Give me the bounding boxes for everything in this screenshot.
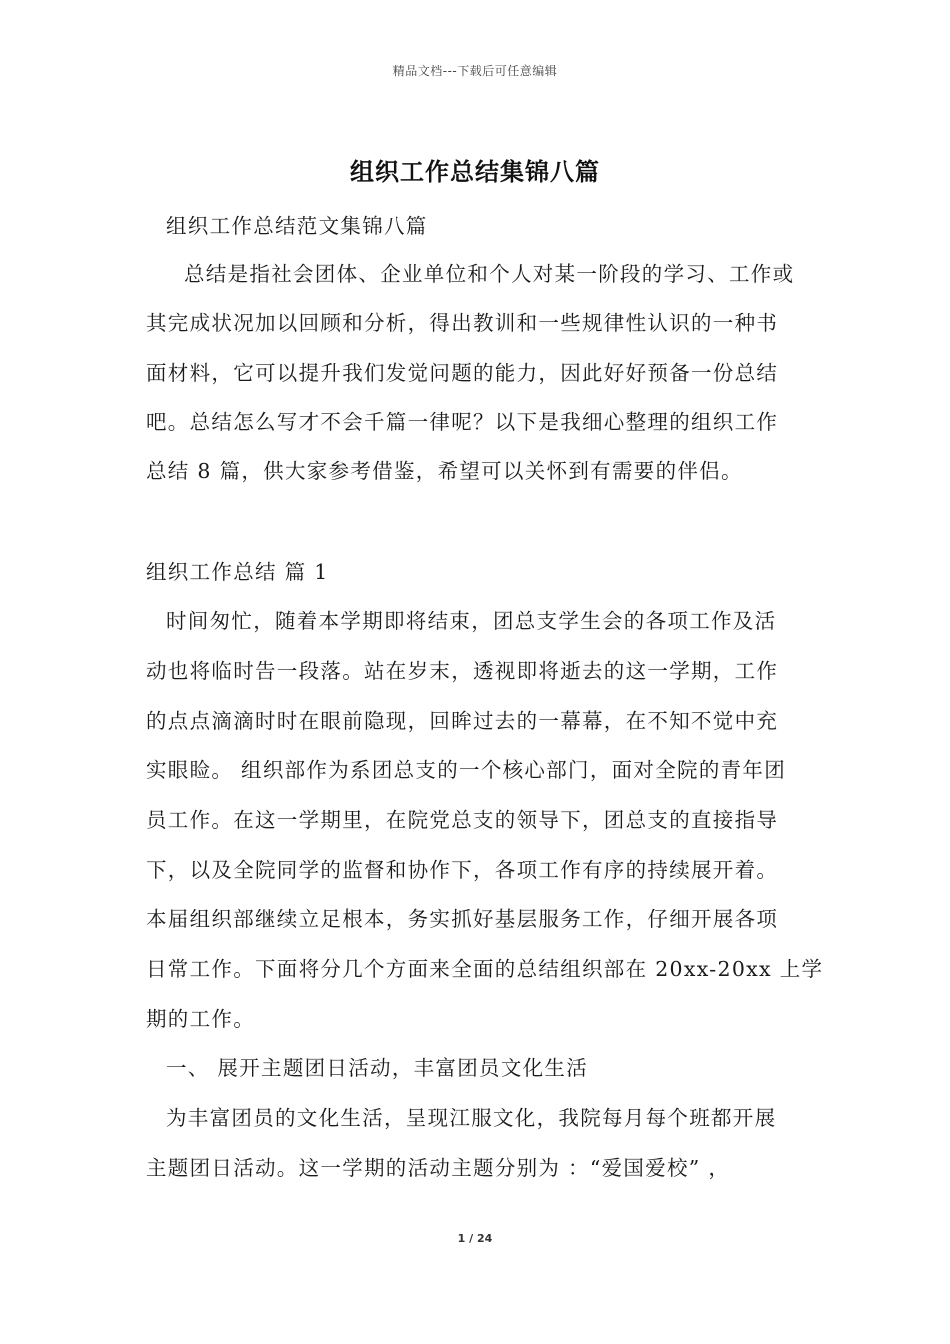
paragraph-line: 为丰富团员的文化生活，呈现江服文化，我院每月每个班都开展: [166, 1106, 777, 1130]
paragraph-line: 期的工作。: [146, 1007, 255, 1031]
paragraph-line: 面材料，它可以提升我们发觉问题的能力，因此好好预备一份总结: [146, 361, 779, 385]
paragraph-line: 本届组织部继续立足根本，务实抓好基层服务工作，仔细开展各项: [146, 907, 779, 931]
paragraph-line: 总结是指社会团体、企业单位和个人对某一阶段的学习、工作或: [184, 262, 795, 286]
section-heading: 组织工作总结 篇 1: [146, 560, 329, 584]
subtitle-line: 组织工作总结范文集锦八篇: [166, 214, 428, 238]
paragraph-line: 主题团日活动。这一学期的活动主题分别为 ：“爱国爱校” ，: [146, 1156, 731, 1180]
page-indicator: 1 / 24: [457, 1232, 493, 1245]
paragraph-line: 日常工作。下面将分几个方面来全面的总结组织部在 20xx-20xx 上学: [146, 957, 824, 981]
paragraph-line: 其完成状况加以回顾和分析，得出教训和一些规律性认识的一种书: [146, 311, 779, 335]
paragraph-line: 动也将临时告一段落。站在岁末，透视即将逝去的这一学期，工作: [146, 659, 779, 683]
paragraph-line: 实眼睑。 组织部作为系团总支的一个核心部门，面对全院的青年团: [146, 758, 787, 782]
document-title: 组织工作总结集锦八篇: [350, 158, 600, 186]
paragraph-line: 员工作。在这一学期里，在院党总支的领导下，团总支的直接指导: [146, 808, 779, 832]
paragraph-line: 时间匆忙，随着本学期即将结束，团总支学生会的各项工作及活: [166, 609, 777, 633]
paragraph-line: 总结 8 篇，供大家参考借鉴，希望可以关怀到有需要的伴侣。: [146, 459, 743, 483]
paragraph-line: 吧。总结怎么写才不会千篇一律呢？以下是我细心整理的组织工作: [146, 410, 779, 434]
paragraph-line: 下，以及全院同学的监督和协作下，各项工作有序的持续展开着。: [146, 858, 779, 882]
paragraph-line: 的点点滴滴时时在眼前隐现，回眸过去的一幕幕，在不知不觉中充: [146, 709, 779, 733]
header-note: 精品文档---下载后可任意编辑: [392, 64, 558, 78]
subsection-heading: 一、 展开主题团日活动，丰富团员文化生活: [166, 1056, 589, 1080]
